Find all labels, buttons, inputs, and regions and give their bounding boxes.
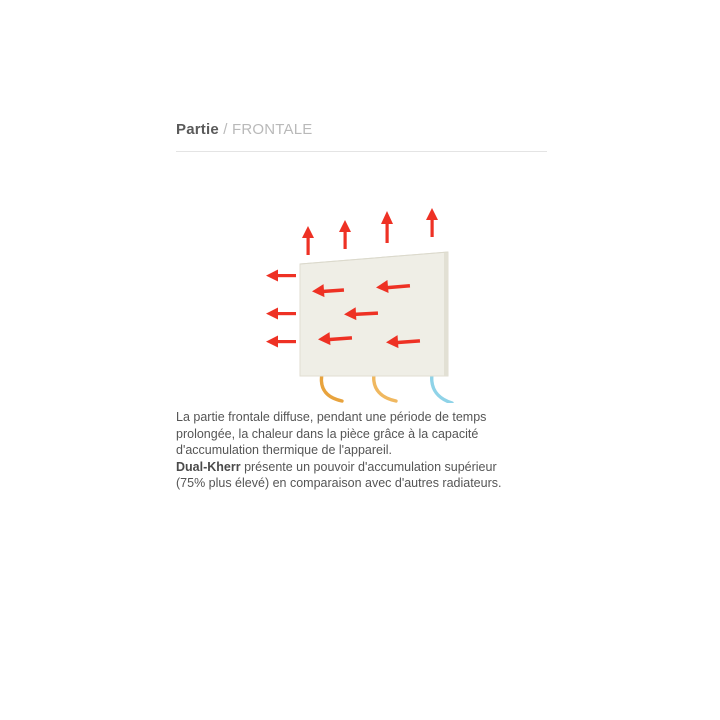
arrow-up-icon xyxy=(302,226,314,255)
arrow-left-icon xyxy=(266,336,296,348)
arrow-up-icon xyxy=(426,208,438,237)
content-block xyxy=(176,120,548,492)
divider xyxy=(176,151,547,152)
arrow-up-icon xyxy=(381,211,393,243)
cable-left-icon xyxy=(321,374,342,401)
arrow-up-icon xyxy=(339,220,351,249)
brand-name: Dual-Kherr xyxy=(176,459,241,474)
arrows-left-group xyxy=(266,270,296,348)
caption-line-4 xyxy=(176,459,536,476)
caption-line-4-rest: présente un pouvoir d'accumulation supérieur xyxy=(240,459,497,474)
caption-line-1: La partie frontale diffuse, pendant une période de temps xyxy=(176,410,487,424)
cable-middle-icon xyxy=(374,374,396,401)
arrows-up-group xyxy=(302,208,438,255)
diagram-svg xyxy=(176,158,547,403)
caption-line-3: d'accumulation thermique de l'appareil. xyxy=(176,443,393,457)
radiator-front-heat-diagram xyxy=(176,158,547,403)
arrow-left-icon xyxy=(266,270,296,282)
caption-line-2: prolongée, la chaleur dans la pièce grâce à la capacité xyxy=(176,426,479,441)
figure-caption xyxy=(176,409,536,492)
cables-group xyxy=(321,374,452,403)
page-title xyxy=(176,120,548,140)
page-title-strong: Partie xyxy=(176,121,219,138)
arrow-left-icon xyxy=(266,308,296,320)
cable-right-icon xyxy=(432,374,452,403)
caption-line-5: (75% plus élevé) en comparaison avec d'autres radiateurs. xyxy=(176,476,502,490)
page-title-light: / FRONTALE xyxy=(223,121,313,138)
